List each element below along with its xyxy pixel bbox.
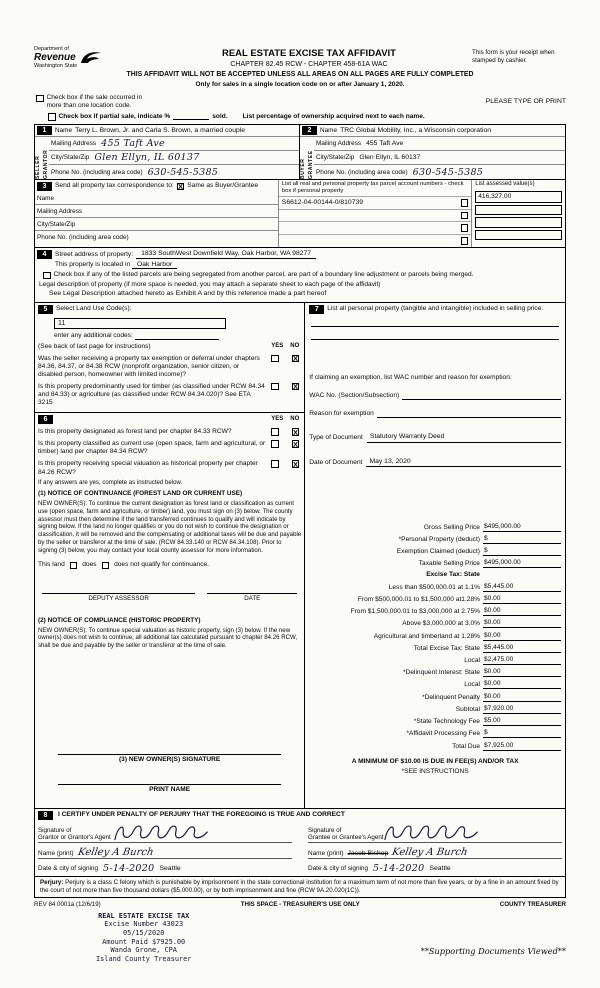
same-as-buyer-checkbox[interactable] (177, 183, 185, 191)
property-located-value: Oak Harbor (132, 261, 177, 269)
stamp-title: REAL ESTATE EXCISE TAX (98, 911, 190, 920)
grantor-signature-ink (102, 821, 222, 845)
grantee-printed-name: Kelley A Burch (391, 847, 469, 859)
grantee-date-row (308, 859, 562, 873)
grantor-date-row (38, 859, 292, 873)
notice-compliance-title: (2) NOTICE OF COMPLIANCE (HISTORIC PROPERTY) (38, 616, 201, 624)
multi-location-row (34, 94, 566, 110)
yes-column-label: YES (271, 343, 284, 350)
parcel-numbers-header: List all real and personal property tax parcel account numbers - check box if personal property (279, 180, 471, 197)
grantor-signing-date: 5-14-2020 (103, 862, 155, 874)
parcel-numbers-block (279, 180, 472, 247)
money-line: Agricultural and timberland at 1.28% $0.00 (309, 632, 561, 641)
question-current-use-row (38, 440, 301, 456)
grantor-signature-block (38, 822, 292, 873)
seller-role-labels (35, 137, 49, 179)
seller-address-value: 455 Taft Ave (101, 138, 165, 150)
seller-name-label: Name (55, 126, 73, 134)
money-value: $0.00 (483, 619, 561, 628)
dor-logo-text (34, 46, 77, 69)
deputy-assessor-row (38, 585, 301, 603)
question-exemption-text: Was the seller receiving a property tax exemption or deferral under chapters 84.36, 84.37, or 84.38 RCW (nonprofit organization, senior citizen, or disabled person, homeowner with limited income)? (38, 354, 260, 378)
form-warning: THIS AFFIDAVIT WILL NOT BE ACCEPTED UNLESS ALL AREAS ON ALL PAGES ARE FULLY COMPLETED (126, 71, 474, 79)
segregated-label: Check box if any of the listed parcels are being segregated from another parcel, are part of a boundary line adjustment or parcels being merged. (53, 271, 474, 279)
property-located-label: This property is located in (55, 261, 131, 269)
section-5-badge: 5 (38, 305, 53, 315)
treasurer-space-label: THIS SPACE - TREASURER'S USE ONLY (240, 901, 360, 909)
money-line: *Personal Property (deduct) $ (309, 535, 561, 544)
money-line: Local $0.00 (309, 680, 561, 689)
money-line: Total Due $7,925.00 (309, 742, 561, 751)
grantee-signature-block (308, 822, 562, 873)
reason-exemption-blank[interactable] (377, 411, 561, 418)
money-line: Less than $500,000.01 at 1.1% $5,445.00 (309, 583, 561, 592)
perjury-clause (35, 876, 565, 897)
money-value[interactable]: $ (483, 547, 561, 556)
question-exemption-row (38, 355, 301, 379)
seller-phone-field[interactable]: Phone No. (including area code) 630-545-5385 (51, 166, 219, 178)
deputy-date-label: DATE (244, 595, 261, 603)
money-line: Above $3,000,000 at 3.0% $0.00 (309, 619, 561, 628)
multi-location-label: Check box if the sale occurred in more than one location code. (46, 93, 143, 109)
personal-property-label: List all personal property (tangible and intangible) included in selling price. (327, 304, 544, 312)
seller-grantor-section (35, 125, 300, 180)
grantor-signing-city: Seattle (159, 864, 181, 872)
see-back-note: (See back of last page for instructions) (38, 342, 151, 350)
partial-sale-percent-blank[interactable] (173, 113, 209, 120)
see-instructions-note: *SEE INSTRUCTIONS (401, 767, 469, 775)
grantor-signature-label: Signature of (38, 826, 72, 834)
exemption-note: If claiming an exemption, list WAC number and reason for exemption: (309, 374, 512, 382)
money-line: Subtotal $7,920.00 (309, 705, 561, 714)
buyer-citystatezip-field[interactable]: City/State/Zip Glen Ellyn, IL 60137 (314, 151, 565, 165)
buyer-role-labels (300, 137, 314, 179)
deputy-assessor-signature-line[interactable] (42, 585, 195, 594)
notice-continuance-body: NEW OWNER(S): To continue the current designation as forest land or classification as current use (open space, farm and agriculture, or timber) land, you must sign on (3) below. The county assessor must then determine if the land transferred continues to qualify and will indicate by signing below. If the land no longer qualifies or you do not wish to continue the designation or classification, it will be removed and the compensating or additional taxes will be due and payable by the seller or transferor at the time of sale. (RCW 84.33.140 or RCW 84.34.108). Prior to signing (3) below, you may contact your local county assessor for more information. (38, 500, 302, 554)
additional-codes-blank[interactable] (135, 333, 219, 340)
seller-address-field[interactable]: Mailing Address 455 Taft Ave (49, 137, 299, 151)
correspondence-address-field[interactable]: Mailing Address (35, 205, 278, 218)
personal-property-blank-line[interactable] (311, 314, 559, 327)
type-of-document-value: Statutory Warranty Deed (367, 433, 561, 442)
money-line: Local $2,475.00 (309, 656, 561, 665)
section-5 (35, 303, 304, 413)
header-center (146, 46, 472, 69)
section-1-badge: 1 (37, 126, 52, 136)
form-header (34, 46, 566, 69)
section-7-badge: 7 (309, 305, 324, 315)
buyer-phone-field[interactable]: Phone No. (including area code) 630-545-5385 (316, 166, 484, 178)
date-city-label: Date & city of signing (38, 865, 99, 873)
money-line: *State Technology Fee $5.00 (309, 717, 561, 726)
treasurer-stamp (96, 912, 191, 964)
grantee-name-row (308, 843, 562, 859)
section-3 (35, 180, 565, 248)
exemption-yes-checkbox[interactable] (271, 355, 279, 363)
question-forest-text: Is this property designated as forest land per chapter 84.33 RCW? (38, 428, 232, 436)
assessed-values-block (472, 180, 565, 247)
grantor-name-row (38, 843, 292, 859)
assessed-value-box[interactable] (475, 205, 562, 216)
money-line: Total Excise Tax: State $5,445.00 (309, 644, 561, 653)
question-historic-row (38, 460, 301, 476)
seller-phone-value: 630-545-5385 (147, 166, 219, 178)
street-address-label: Street address of property: (55, 250, 134, 258)
money-value: $7,925.00 (483, 742, 561, 751)
washington-state-label: Washington State (34, 62, 78, 69)
tax-correspondence-block (35, 180, 279, 247)
new-owner-signature-block (58, 744, 281, 764)
grantor-printed-name: Kelley A Burch (76, 847, 154, 859)
treasurer-use-area (34, 912, 566, 964)
money-value: $495,000.00 (483, 523, 561, 532)
stamp-treasurer-name: Wanda Grone, CPA (110, 946, 177, 955)
stamp-amount-paid: Amount Paid $7925.00 (102, 937, 186, 946)
section-7 (305, 303, 565, 808)
receipt-note: This form is your receipt when stamped by cashier. (472, 49, 555, 64)
dor-swirl-icon (80, 50, 102, 66)
stamp-excise-number: Excise Number 43023 (104, 920, 184, 929)
date-of-document-label: Date of Document (309, 458, 363, 466)
question-historic-text: Is this property receiving special valuation as historical property per chapter 84.26 RCW? (38, 460, 258, 476)
multi-location-checkbox[interactable] (36, 95, 44, 103)
money-line: Excise Tax: State (426, 571, 480, 579)
partial-sale-checkbox[interactable] (48, 113, 56, 121)
name-print-label: Name (print) (308, 850, 344, 858)
money-value: $0.00 (483, 607, 561, 616)
supporting-documents-note: **Supporting Documents Viewed** (420, 945, 566, 956)
form-chapter: CHAPTER 82.45 RCW - CHAPTER 458-61A WAC (230, 60, 388, 68)
forest-yes-checkbox[interactable] (271, 428, 279, 436)
stamp-treasurer-title: Island County Treasurer (96, 954, 192, 963)
parcel-row (279, 210, 471, 223)
historic-yes-checkbox[interactable] (271, 460, 279, 468)
does-not-label: does not qualify for continuance. (114, 561, 210, 569)
timber-no-checkbox[interactable] (292, 383, 300, 391)
certify-statement: I CERTIFY UNDER PENALTY OF PERJURY THAT THE FOREGOING IS TRUE AND CORRECT (58, 811, 345, 819)
print-name-line[interactable] (58, 774, 281, 785)
legal-description-value: See Legal Description attached hereto as Exhibit A and by this reference made a part hereof (49, 290, 327, 298)
land-use-code-box[interactable]: 11 (54, 318, 226, 329)
money-line: *Delinquent Penalty $0.00 (309, 693, 561, 702)
correspondence-phone-field[interactable]: Phone No. (including area code) (37, 234, 129, 242)
section-8 (35, 809, 565, 877)
buyer-name-row (300, 125, 565, 138)
dept-of-label: Department of (34, 46, 69, 52)
money-value: $0.00 (483, 693, 561, 702)
parcel-row (279, 197, 471, 210)
money-line: From $500,000.01 to $1,500,000 at1.28% $0.00 (309, 595, 561, 604)
wac-number-blank[interactable] (402, 393, 561, 400)
correspondence-citystatezip-field[interactable]: City/State/Zip (35, 218, 278, 231)
timber-yes-checkbox[interactable] (271, 383, 279, 391)
stamp-date: 05/15/2020 (122, 929, 165, 938)
money-value[interactable]: $ (483, 535, 561, 544)
new-owner-signature-line[interactable] (58, 744, 281, 755)
grantor-signature-area[interactable]: Signature of Grantor or Grantor's Agent (38, 822, 292, 843)
historic-no-checkbox[interactable] (292, 460, 300, 468)
grantee-signature-label: Signature of (308, 826, 342, 834)
form-body (34, 124, 566, 898)
print-name-block (58, 774, 281, 794)
buyer-citystatezip-value: Glen Ellyn, IL 60137 (359, 153, 421, 161)
money-line: Taxable Selling Price $495,000.00 (309, 559, 561, 568)
deputy-date-line[interactable] (207, 585, 297, 594)
date-city-label: Date & city of signing (308, 865, 369, 873)
send-correspondence-label: Send all property tax correspondence to: (55, 182, 174, 190)
form-only-for: Only for sales in a single location code on or after January 1, 2020. (195, 80, 405, 88)
money-value: $0.00 (483, 680, 561, 689)
type-of-document-label: Type of Document (309, 434, 363, 442)
personal-property-blank-line[interactable] (311, 327, 559, 340)
money-value: $0.00 (483, 668, 561, 677)
money-value: $5,445.00 (483, 583, 561, 592)
no-column-label: NO (290, 415, 300, 422)
buyer-grantee-section (300, 125, 565, 180)
grantee-signing-city: Seattle (429, 864, 451, 872)
reason-exemption-label: Reason for exemption (309, 410, 374, 418)
assessed-value-box[interactable]: 416,327.00 (475, 191, 562, 203)
new-owner-signature-label: (3) NEW OWNER(S) SIGNATURE (118, 755, 221, 763)
section-6 (35, 413, 304, 808)
section-3-badge: 3 (37, 182, 52, 192)
deputy-assessor-label: DEPUTY ASSESSOR (88, 595, 149, 603)
grantee-name-typed-struck: Jacob Bishop (347, 849, 389, 857)
parcel-row (279, 222, 471, 235)
perjury-body: Perjury is a class C felony which is punishable by imprisonment in the state correctional institution for a maximum term of not more than five years, or by a fine in an amount fixed by the court of not more than five thousand dollars ($5,000.00), or by both imprisonment and fine (RCW 9A.20.020(1C)). (40, 879, 559, 894)
additional-codes-label: enter any additional codes: (54, 331, 133, 339)
money-value: $5.00 (483, 717, 561, 726)
print-name-label: PRINT NAME (149, 785, 191, 793)
personal-property-checkbox-3[interactable] (461, 224, 469, 232)
money-value: $0.00 (483, 595, 561, 604)
if-yes-note: If any answers are yes, complete as instructed below. (38, 478, 183, 486)
section-2-badge: 2 (302, 126, 317, 136)
assessed-value-box[interactable] (475, 217, 562, 228)
money-line: *Affidavit Processing Fee $ (309, 729, 561, 738)
question-timber-text: Is this property predominantly used for timber (as classified under RCW 84.34 and 84.33) or agriculture (as classified under RCW 84.34.020)? See ETA 3215 (38, 382, 265, 406)
seller-name-value: Terry L. Brown, Jr. and Carla S. Brown, a married couple (75, 126, 246, 134)
does-label: does (82, 561, 97, 569)
seller-citystatezip-field[interactable]: City/State/Zip Glen Ellyn, IL 60137 (49, 151, 299, 165)
notice-compliance-body: NEW OWNER(S): To continue special valuation as historic property, sign (3) below. If the new owner(s) does not wish to continue, all additional tax calculated pursuant to chapter 84.26 RCW, shall be due and payable by the seller or transferor at the time of sale. (38, 626, 298, 650)
current-use-yes-checkbox[interactable] (271, 440, 279, 448)
please-type-or-print: PLEASE TYPE OR PRINT (485, 97, 566, 105)
money-line: Exemption Claimed (deduct) $ (309, 547, 561, 556)
legal-description-label: Legal description of property (if more space is needed, you may attach a separate sheet to each page of the affidavit) (39, 281, 381, 289)
county-treasurer-label: COUNTY TREASURER (499, 901, 566, 909)
buyer-phone-value: 630-545-5385 (412, 166, 484, 178)
revenue-label: Revenue (34, 51, 76, 63)
parcel-number-value: S6612-04-00144-0/810739 (281, 198, 364, 206)
correspondence-name-field[interactable]: Name (35, 192, 278, 205)
form-title: REAL ESTATE EXCISE TAX AFFIDAVIT (221, 48, 396, 59)
segregated-checkbox[interactable] (43, 272, 51, 280)
assessed-values-header: List assessed value(s) (475, 181, 535, 188)
buyer-address-field[interactable]: Mailing Address 455 Taft Ave (314, 137, 565, 151)
notice-continuance-title: (1) NOTICE OF CONTINUANCE (FOREST LAND OR CURRENT USE) (38, 490, 243, 498)
grantee-signature-ink (372, 821, 492, 845)
money-value: $7,920.00 (483, 705, 561, 714)
yes-column-label: YES (271, 415, 284, 422)
excise-tax-computation (309, 519, 561, 750)
partial-sale-row (48, 113, 566, 121)
personal-property-checkbox-2[interactable] (461, 212, 469, 220)
date-of-document-value: May 13, 2020 (366, 458, 561, 467)
no-column-label: NO (290, 343, 300, 350)
seller-role-grantor: GRANTOR (42, 150, 49, 180)
grantee-signing-date: 5-14-2020 (373, 862, 425, 874)
money-line: Gross Selling Price $495,000.00 (309, 523, 561, 532)
money-value: $5,445.00 (483, 644, 561, 653)
wac-number-label: WAC No. (Section/Subsection) (309, 392, 400, 400)
seller-citystatezip-value: Glen Ellyn, IL 60137 (94, 152, 200, 164)
assessed-value-box[interactable] (475, 230, 562, 241)
this-land-label: This land (38, 561, 65, 569)
buyer-name-value: TRC Global Mobility, Inc., a Wisconsin corporation (340, 126, 492, 134)
money-value: $0.00 (483, 632, 561, 641)
section-8-badge: 8 (38, 811, 53, 821)
money-value[interactable]: $ (483, 729, 561, 738)
money-value: $495,000.00 (483, 559, 561, 568)
name-print-label: Name (print) (38, 850, 74, 858)
street-address-value: 1833 SouthWest Downfield Way, Oak Harbor, WA 98277 (136, 250, 316, 259)
seller-name-row (35, 125, 299, 138)
form-rev-number: REV 84 0001a (12/6/19) (34, 901, 101, 909)
question-timber-row (38, 383, 301, 407)
buyer-name-label: Name (320, 126, 338, 134)
question-current-use-text: Is this property classified as current use (open space, farm and agricultural, or timber) land per chapter 84.34 RCW? (38, 440, 266, 456)
land-does-not-checkbox[interactable] (102, 562, 110, 570)
same-as-buyer-label: Same as Buyer/Grantee (187, 182, 259, 190)
seller-role-seller: SELLER (35, 156, 42, 180)
parcel-row (279, 235, 471, 248)
sold-label: sold. (212, 112, 228, 120)
parties-row (35, 125, 565, 181)
minimum-due-note: A MINIMUM OF $10.00 IS DUE IN FEE(S) AND/OR TAX (351, 757, 519, 765)
personal-property-checkbox-1[interactable] (461, 199, 469, 207)
buyer-role-grantee: GRANTEE (307, 150, 314, 180)
current-use-no-checkbox[interactable] (292, 440, 300, 448)
partial-sale-label: Check box if partial sale, indicate % (58, 112, 171, 120)
money-value: $2,475.00 (483, 656, 561, 665)
land-use-title: Select Land Use Code(s): (56, 305, 132, 313)
exemption-no-checkbox[interactable] (292, 355, 300, 363)
footer-row (34, 901, 566, 909)
perjury-lead: Perjury: (40, 879, 64, 887)
buyer-role-buyer: BUYER (300, 158, 307, 180)
ownership-percent-label: List percentage of ownership acquired next to each name. (242, 112, 425, 120)
forest-no-checkbox[interactable] (292, 428, 300, 436)
personal-property-checkbox-4[interactable] (461, 237, 469, 245)
money-line: From $1,500,000.01 to $3,000,000 at 2.75% $0.00 (309, 607, 561, 616)
money-line: *Delinquent Interest: State $0.00 (309, 668, 561, 677)
land-does-checkbox[interactable] (70, 562, 78, 570)
question-forest-row (38, 428, 301, 436)
section-6-badge: 6 (38, 415, 53, 425)
grantee-signature-area[interactable]: Signature of Grantee or Grantee's Agent (308, 822, 562, 843)
continuance-qualify-row (38, 561, 301, 569)
dor-logo (34, 46, 146, 69)
section-4 (35, 248, 565, 303)
middle-columns (35, 303, 565, 809)
section-4-badge: 4 (37, 250, 52, 260)
buyer-address-value: 455 Taft Ave (366, 139, 404, 147)
